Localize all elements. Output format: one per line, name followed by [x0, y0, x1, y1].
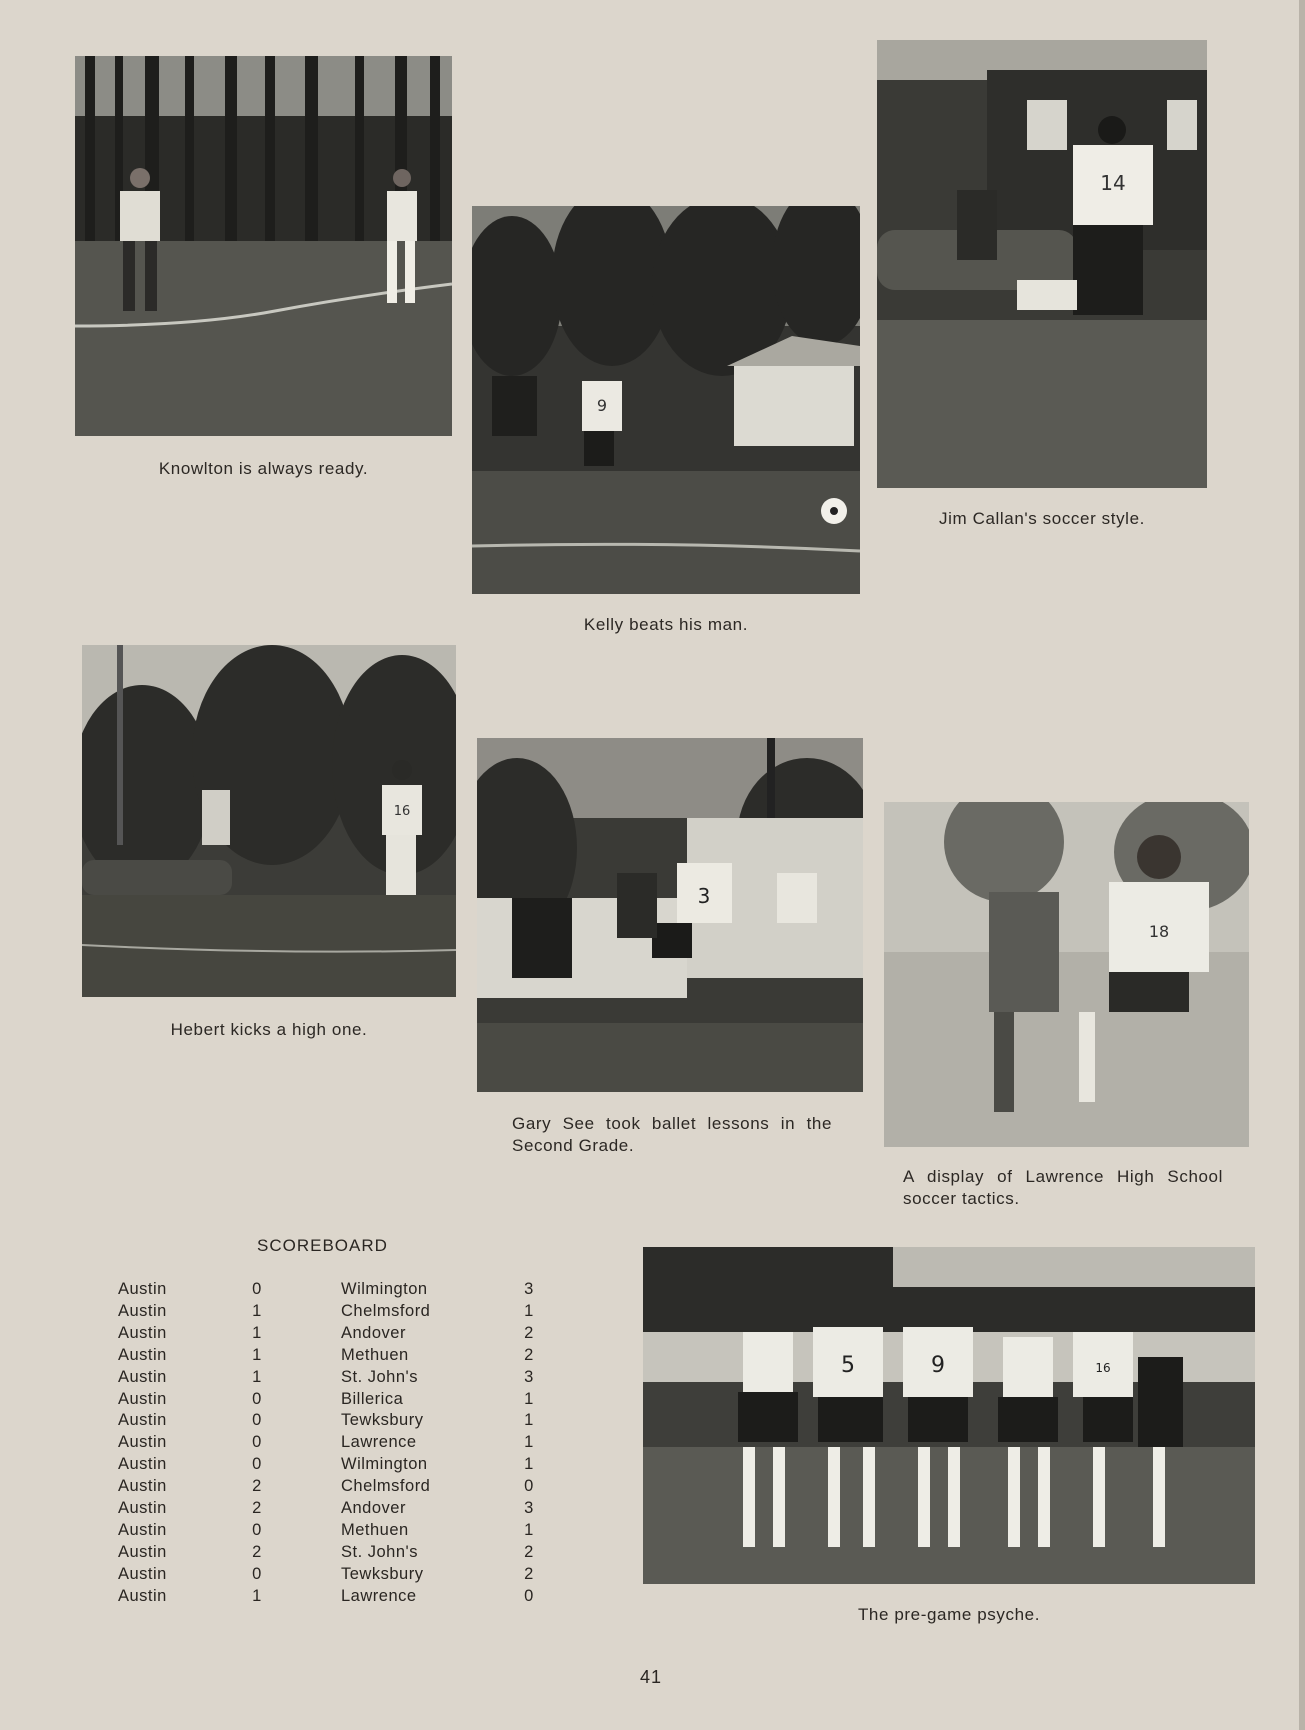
opponent-name: Andover: [341, 1499, 406, 1517]
opponent-score: 1: [524, 1301, 534, 1320]
jersey-number: 9: [931, 1353, 945, 1378]
team-name: Austin: [118, 1433, 167, 1452]
jersey-number: 16: [1095, 1361, 1111, 1375]
opponent-name: Chelmsford: [341, 1477, 431, 1496]
opponent-score: 1: [524, 1389, 534, 1408]
caption-callan: Jim Callan's soccer style.: [939, 509, 1145, 528]
team-score: 2: [252, 1542, 262, 1561]
team-score: 1: [252, 1367, 262, 1386]
scoreboard-row: [0, 1346, 560, 1368]
team-name: Austin: [118, 1301, 167, 1320]
opponent-score: 3: [524, 1499, 534, 1517]
opponent-name: Lawrence: [341, 1433, 417, 1452]
opponent-name: Wilmington: [341, 1280, 428, 1298]
opponent-name: Andover: [341, 1323, 406, 1342]
opponent-score: 1: [524, 1411, 534, 1430]
team-name: Austin: [118, 1389, 167, 1408]
scoreboard-row: [0, 1587, 560, 1609]
photo-kelly: [472, 206, 860, 594]
opponent-name: Methuen: [341, 1520, 409, 1539]
scoreboard-row: [0, 1521, 560, 1543]
team-score: 1: [252, 1301, 262, 1320]
scoreboard-row: [0, 1433, 560, 1455]
jersey-number: 16: [393, 804, 411, 819]
team-name: Austin: [118, 1323, 167, 1342]
photo-lawrence: [884, 802, 1249, 1147]
page-edge: [1299, 0, 1305, 1730]
opponent-score: 2: [524, 1323, 534, 1342]
page-number: 41: [640, 1667, 663, 1687]
opponent-name: St. John's: [341, 1542, 418, 1561]
opponent-score: 2: [524, 1564, 534, 1583]
caption-hebert: Hebert kicks a high one.: [170, 1020, 368, 1039]
opponent-name: Chelmsford: [341, 1301, 431, 1320]
team-score: 1: [252, 1323, 262, 1342]
jersey-number: 3: [697, 884, 711, 908]
team-name: Austin: [118, 1455, 167, 1474]
opponent-score: 0: [524, 1477, 534, 1496]
opponent-name: Tewksbury: [341, 1411, 424, 1430]
opponent-score: 2: [524, 1542, 534, 1561]
opponent-name: Lawrence: [341, 1586, 417, 1605]
scoreboard-row: [0, 1368, 560, 1390]
team-name: Austin: [118, 1542, 167, 1561]
scoreboard-row: [0, 1543, 560, 1565]
scoreboard-row: [0, 1324, 560, 1346]
caption-kelly: Kelly beats his man.: [583, 615, 749, 634]
team-name: Austin: [118, 1564, 167, 1583]
team-score: 1: [252, 1586, 262, 1605]
team-score: 0: [252, 1433, 262, 1452]
caption-lawrence: A display of Lawrence High School soccer tactics.: [903, 1167, 1223, 1208]
scoreboard-row: [0, 1390, 560, 1412]
jersey-number: 18: [1148, 922, 1170, 941]
team-name: Austin: [118, 1499, 167, 1517]
team-name: Austin: [118, 1367, 167, 1386]
team-name: Austin: [118, 1345, 167, 1364]
photo-pregame: [643, 1247, 1255, 1584]
opponent-score: 3: [524, 1280, 534, 1298]
opponent-name: Billerica: [341, 1389, 404, 1408]
scoreboard-row: [0, 1455, 560, 1477]
team-score: 0: [252, 1389, 262, 1408]
photo-callan: [877, 40, 1207, 488]
team-score: 0: [252, 1411, 262, 1430]
jersey-number: 5: [841, 1353, 855, 1378]
opponent-name: Methuen: [341, 1345, 409, 1364]
team-score: 0: [252, 1520, 262, 1539]
scoreboard-row: [0, 1411, 560, 1433]
jersey-number: 9: [596, 396, 608, 415]
opponent-score: 1: [524, 1455, 534, 1474]
photo-gary: [477, 738, 863, 1092]
team-score: 0: [252, 1280, 262, 1298]
scoreboard-row: [0, 1477, 560, 1499]
photo-hebert: [82, 645, 456, 997]
team-score: 0: [252, 1455, 262, 1474]
opponent-score: 2: [524, 1345, 534, 1364]
opponent-name: St. John's: [341, 1367, 418, 1386]
scoreboard-row: [0, 1302, 560, 1324]
opponent-name: Tewksbury: [341, 1564, 424, 1583]
team-score: 2: [252, 1499, 262, 1517]
opponent-score: 1: [524, 1520, 534, 1539]
opponent-name: Wilmington: [341, 1455, 428, 1474]
jersey-number: 14: [1100, 171, 1126, 195]
caption-knowlton: Knowlton is always ready.: [158, 459, 369, 478]
scoreboard-row: [0, 1565, 560, 1587]
opponent-score: 1: [524, 1433, 534, 1452]
team-name: Austin: [118, 1477, 167, 1496]
photo-knowlton: [75, 56, 452, 436]
team-name: Austin: [118, 1280, 167, 1298]
team-score: 0: [252, 1564, 262, 1583]
team-name: Austin: [118, 1411, 167, 1430]
team-name: Austin: [118, 1586, 167, 1605]
caption-pregame: The pre-game psyche.: [857, 1605, 1041, 1624]
team-score: 1: [252, 1345, 262, 1364]
scoreboard-row: [0, 1499, 560, 1521]
opponent-score: 0: [524, 1586, 534, 1605]
caption-gary: Gary See took ballet lessons in the Second Grade.: [512, 1114, 832, 1155]
scoreboard-title: SCOREBOARD: [257, 1236, 388, 1255]
team-name: Austin: [118, 1520, 167, 1539]
scoreboard-row: [0, 1280, 560, 1302]
opponent-score: 3: [524, 1367, 534, 1386]
team-score: 2: [252, 1477, 262, 1496]
